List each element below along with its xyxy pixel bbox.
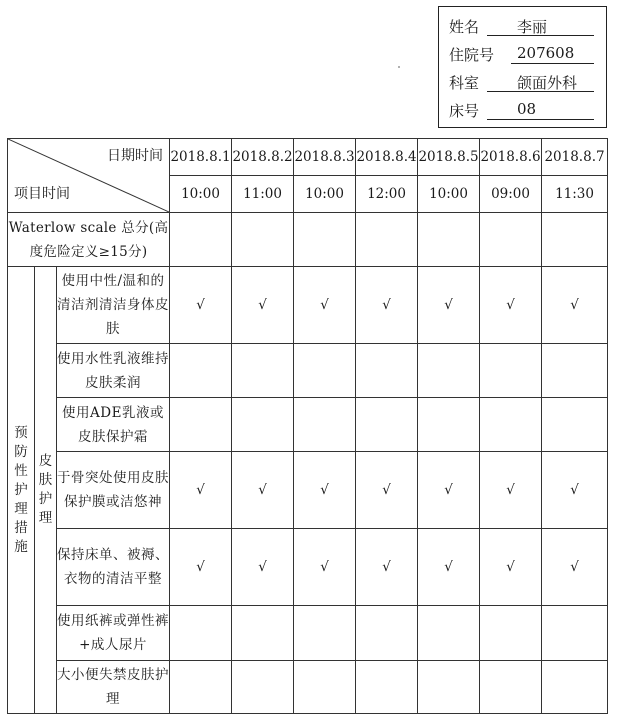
check-cell[interactable] — [418, 267, 480, 344]
time-cell: 11:30 — [542, 176, 608, 213]
check-cell[interactable] — [356, 267, 418, 344]
measure-label: 使用纸裤或弹性裤+成人尿片 — [57, 606, 170, 661]
check-cell[interactable] — [418, 398, 480, 452]
check-cell[interactable] — [480, 452, 542, 529]
bed-row — [439, 96, 606, 124]
check-mark: √ — [320, 482, 329, 498]
check-cell[interactable] — [542, 661, 608, 714]
check-mark: √ — [196, 559, 205, 575]
check-cell[interactable] — [294, 529, 356, 606]
check-cell[interactable] — [232, 606, 294, 661]
check-mark: √ — [320, 559, 329, 575]
date-cell: 2018.8.3 — [294, 139, 356, 176]
date-cell: 2018.8.1 — [170, 139, 232, 176]
check-cell[interactable] — [356, 344, 418, 398]
check-mark: √ — [258, 297, 267, 313]
check-mark: √ — [570, 559, 579, 575]
check-cell[interactable] — [170, 606, 232, 661]
check-cell[interactable] — [418, 529, 480, 606]
time-cell: 10:00 — [170, 176, 232, 213]
check-cell[interactable] — [170, 529, 232, 606]
check-cell[interactable] — [232, 398, 294, 452]
nursing-record-table — [7, 138, 608, 714]
header-item-time-label: 项目时间 — [14, 186, 70, 202]
score-cell[interactable] — [232, 213, 294, 267]
check-mark: √ — [196, 482, 205, 498]
check-cell[interactable] — [294, 661, 356, 714]
check-cell[interactable] — [542, 344, 608, 398]
inpatient-no-row — [439, 40, 606, 68]
measure-row — [8, 529, 608, 606]
check-mark: √ — [570, 482, 579, 498]
time-cell: 10:00 — [418, 176, 480, 213]
check-mark: √ — [506, 297, 515, 313]
check-cell[interactable] — [418, 661, 480, 714]
measure-row — [8, 452, 608, 529]
check-cell[interactable] — [170, 267, 232, 344]
check-mark: √ — [258, 559, 267, 575]
name-label: 姓名 — [449, 18, 480, 36]
measure-label: 于骨突处使用皮肤保护膜或洁悠神 — [57, 452, 170, 529]
check-cell[interactable] — [356, 452, 418, 529]
check-cell[interactable] — [356, 661, 418, 714]
header-diagonal-cell — [8, 139, 170, 213]
check-mark: √ — [382, 559, 391, 575]
measure-label: 大小便失禁皮肤护理 — [57, 661, 170, 714]
time-cell: 09:00 — [480, 176, 542, 213]
check-cell[interactable] — [170, 661, 232, 714]
check-mark: √ — [258, 482, 267, 498]
measure-label: 使用水性乳液维持皮肤柔润 — [57, 344, 170, 398]
date-cell: 2018.8.2 — [232, 139, 294, 176]
check-cell[interactable] — [480, 661, 542, 714]
check-cell[interactable] — [418, 452, 480, 529]
check-mark: √ — [320, 297, 329, 313]
check-mark: √ — [196, 297, 205, 313]
patient-info-box — [438, 6, 607, 128]
check-cell[interactable] — [232, 344, 294, 398]
measure-label: 使用ADE乳液或皮肤保护霜 — [57, 398, 170, 452]
date-cell: 2018.8.5 — [418, 139, 480, 176]
inpatient-no: 207608 — [517, 44, 575, 62]
check-cell[interactable] — [480, 267, 542, 344]
check-cell[interactable] — [232, 661, 294, 714]
waterlow-score-label: Waterlow scale 总分(高度危险定义≥15分) — [8, 213, 170, 267]
measure-row — [8, 344, 608, 398]
check-mark: √ — [570, 297, 579, 313]
check-cell[interactable] — [356, 529, 418, 606]
check-cell[interactable] — [480, 398, 542, 452]
vertical-label: 皮 肤 护 理 — [38, 453, 53, 526]
date-row — [8, 139, 608, 176]
group-preventive-care — [8, 267, 35, 714]
check-cell[interactable] — [232, 267, 294, 344]
score-cell[interactable] — [480, 213, 542, 267]
measure-label: 保持床单、被褥、衣物的清洁平整 — [57, 529, 170, 606]
check-cell[interactable] — [356, 398, 418, 452]
department-row — [439, 68, 606, 96]
time-cell: 12:00 — [356, 176, 418, 213]
score-row — [8, 213, 608, 267]
name-row — [439, 12, 606, 40]
header-date-time-label: 日期时间 — [107, 148, 164, 164]
check-cell[interactable] — [170, 344, 232, 398]
group-skin-care — [35, 267, 57, 714]
check-cell[interactable] — [294, 267, 356, 344]
score-cell[interactable] — [294, 213, 356, 267]
date-cell: 2018.8.4 — [356, 139, 418, 176]
department-label: 科室 — [449, 74, 480, 92]
department: 颌面外科 — [517, 74, 578, 92]
check-cell[interactable] — [542, 452, 608, 529]
check-cell[interactable] — [232, 452, 294, 529]
check-mark: √ — [444, 559, 453, 575]
time-cell: 11:00 — [232, 176, 294, 213]
check-cell[interactable] — [294, 452, 356, 529]
score-cell[interactable] — [356, 213, 418, 267]
check-cell[interactable] — [294, 398, 356, 452]
check-cell[interactable] — [294, 344, 356, 398]
check-mark: √ — [506, 559, 515, 575]
check-mark: √ — [506, 482, 515, 498]
measure-row — [8, 661, 608, 714]
score-cell[interactable] — [170, 213, 232, 267]
check-cell[interactable] — [170, 452, 232, 529]
check-mark: √ — [382, 297, 391, 313]
check-mark: √ — [444, 297, 453, 313]
check-mark: √ — [444, 482, 453, 498]
check-cell[interactable] — [542, 398, 608, 452]
inpatient-no-label: 住院号 — [449, 46, 495, 64]
stray-dot — [398, 66, 400, 68]
time-cell: 10:00 — [294, 176, 356, 213]
date-cell: 2018.8.7 — [542, 139, 608, 176]
check-cell[interactable] — [418, 344, 480, 398]
check-cell[interactable] — [480, 344, 542, 398]
check-cell[interactable] — [542, 267, 608, 344]
check-cell[interactable] — [356, 606, 418, 661]
date-cell: 2018.8.6 — [480, 139, 542, 176]
vertical-label: 预 防 性 护 理 措 施 — [14, 424, 28, 555]
check-cell[interactable] — [480, 606, 542, 661]
check-cell[interactable] — [542, 529, 608, 606]
score-cell[interactable] — [418, 213, 480, 267]
measure-row — [8, 398, 608, 452]
bed-number: 08 — [517, 100, 537, 118]
check-mark: √ — [382, 482, 391, 498]
measure-row — [8, 606, 608, 661]
bed-label: 床号 — [449, 102, 480, 120]
check-cell[interactable] — [480, 529, 542, 606]
score-cell[interactable] — [542, 213, 608, 267]
measure-row — [8, 267, 608, 344]
check-cell[interactable] — [542, 606, 608, 661]
measure-label: 使用中性/温和的清洁剂清洁身体皮肤 — [57, 267, 170, 344]
check-cell[interactable] — [232, 529, 294, 606]
check-cell[interactable] — [418, 606, 480, 661]
check-cell[interactable] — [170, 398, 232, 452]
patient-name: 李丽 — [517, 18, 548, 36]
check-cell[interactable] — [294, 606, 356, 661]
